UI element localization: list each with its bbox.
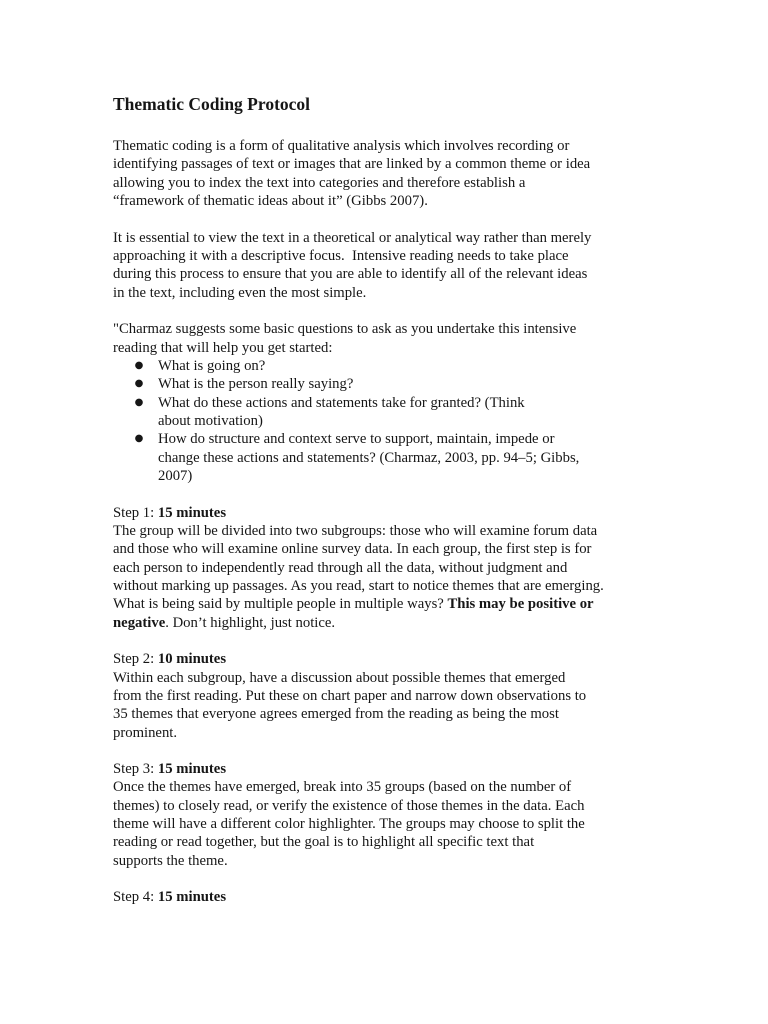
paragraph-line: identifying passages of text or images that are linked by a common theme or idea xyxy=(113,156,591,173)
question-item xyxy=(113,430,713,485)
step-line: The group will be divided into two subgroups: those who will examine forum data xyxy=(113,522,598,539)
question-line: How do structure and context serve to support, maintain, impede or xyxy=(158,431,555,448)
document-body xyxy=(113,137,713,925)
step-line: from the first reading. Put these on chart paper and narrow down observations to xyxy=(113,687,587,704)
step-duration: 10 minutes xyxy=(157,651,227,668)
emphasis-text: negative xyxy=(113,614,166,631)
step-line xyxy=(113,595,713,613)
step-line: 35 themes that everyone agrees emerged from the reading as being the most xyxy=(113,706,559,723)
step-3 xyxy=(113,760,713,870)
approach-paragraph xyxy=(113,229,713,302)
step-line: reading or read together, but the goal is to highlight all specific text that xyxy=(113,834,535,851)
question-line: about motivation) xyxy=(158,412,263,429)
step-line: Within each subgroup, have a discussion about possible themes that emerged xyxy=(113,669,566,686)
step-line: prominent. xyxy=(113,724,178,741)
step-label: Step 3: xyxy=(113,761,155,778)
question-line: What is the person really saying? xyxy=(158,376,354,393)
step-heading xyxy=(113,650,713,668)
document-title: Thematic Coding Protocol xyxy=(113,94,311,114)
step-line xyxy=(113,614,713,632)
question-line: What is going on? xyxy=(158,357,266,374)
step-line: and those who will examine online survey data. In each group, the first step is for xyxy=(113,541,592,558)
step-line: supports the theme. xyxy=(113,852,228,869)
emphasis-text: This may be positive or xyxy=(447,596,594,613)
bullet-icon: ● xyxy=(134,359,144,371)
step-line-text: What is being said by multiple people in multiple ways? xyxy=(113,596,448,613)
paragraph-line: approaching it with a descriptive focus. Intensive reading needs to take place xyxy=(113,247,569,264)
question-line: What do these actions and statements take for granted? (Think xyxy=(158,394,525,411)
step-1 xyxy=(113,504,713,632)
paragraph-line: “framework of thematic ideas about it” (Gibbs 2007). xyxy=(113,192,428,209)
step-label: Step 1: xyxy=(113,504,155,521)
step-duration: 15 minutes xyxy=(157,504,227,521)
question-line: change these actions and statements? (Charmaz, 2003, pp. 94–5; Gibbs, xyxy=(158,449,580,466)
step-label: Step 2: xyxy=(113,651,155,668)
step-heading xyxy=(113,760,713,778)
question-item xyxy=(113,357,713,375)
bullet-icon: ● xyxy=(134,396,144,408)
questions-block xyxy=(113,320,713,485)
questions-intro-line: "Charmaz suggests some basic questions to ask as you undertake this intensive xyxy=(113,321,577,338)
step-line: theme will have a different color highlighter. The groups may choose to split the xyxy=(113,816,585,833)
step-line: without marking up passages. As you read, start to notice themes that are emerging. xyxy=(113,577,604,594)
paragraph-line: Thematic coding is a form of qualitative analysis which involves recording or xyxy=(113,138,570,154)
step-4 xyxy=(113,888,713,906)
step-2 xyxy=(113,650,713,742)
paragraph-line: allowing you to index the text into categories and therefore establish a xyxy=(113,174,526,191)
step-duration: 15 minutes xyxy=(157,889,227,906)
paragraph-line: It is essential to view the text in a theoretical or analytical way rather than merely xyxy=(113,229,592,246)
paragraph-line: in the text, including even the most simple. xyxy=(113,284,367,301)
step-duration: 15 minutes xyxy=(157,761,227,778)
step-line: themes) to closely read, or verify the existence of those themes in the data. Each xyxy=(113,797,585,814)
step-heading xyxy=(113,504,713,522)
step-label: Step 4: xyxy=(113,889,155,906)
step-line: each person to independently read through all the data, without judgment and xyxy=(113,559,568,576)
question-item xyxy=(113,394,713,431)
question-line: 2007) xyxy=(158,467,193,484)
bullet-icon: ● xyxy=(134,378,144,390)
intro-paragraph xyxy=(113,137,713,210)
step-line: Once the themes have emerged, break into 35 groups (based on the number of xyxy=(113,779,572,796)
paragraph-line: during this process to ensure that you are able to identify all of the relevant ideas xyxy=(113,266,588,283)
bullet-icon: ● xyxy=(134,433,144,445)
questions-intro-line: reading that will help you get started: xyxy=(113,339,333,356)
question-item xyxy=(113,375,713,393)
step-heading xyxy=(113,888,713,906)
step-line-text: . Don’t highlight, just notice. xyxy=(165,614,336,631)
